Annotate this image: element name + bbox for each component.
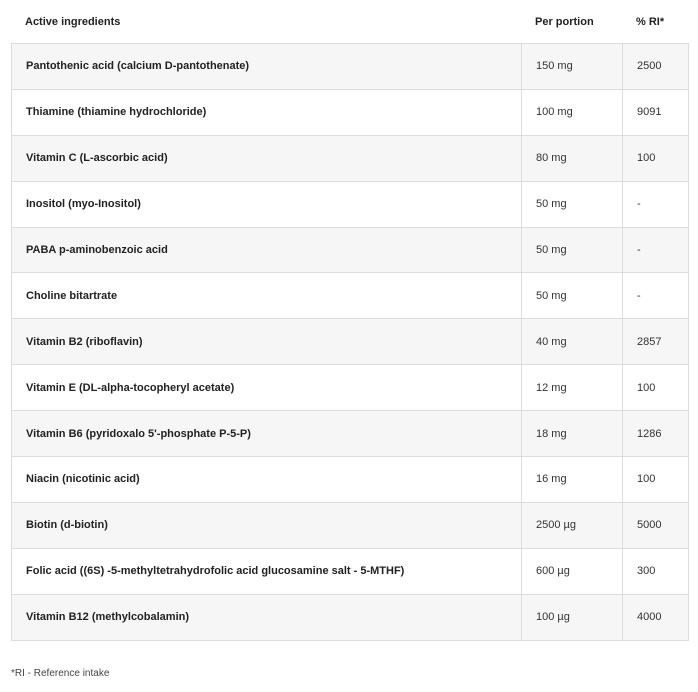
ri-percent: 300	[623, 548, 689, 594]
ri-percent: 5000	[623, 502, 689, 548]
table-row	[12, 411, 689, 457]
portion-amount: 150 mg	[522, 44, 623, 90]
ri-percent: -	[623, 273, 689, 319]
table-row	[12, 319, 689, 365]
ingredient-name: PABA p-aminobenzoic acid	[12, 227, 522, 273]
footnote: *RI - Reference intake	[11, 668, 110, 679]
header-ri: % RI*	[636, 15, 665, 28]
ri-percent: -	[623, 227, 689, 273]
ingredients-table-container	[11, 0, 688, 641]
header-portion: Per portion	[535, 15, 594, 28]
ingredient-name: Vitamin B2 (riboflavin)	[12, 319, 522, 365]
ingredient-name: Vitamin B6 (pyridoxalo 5'-phosphate P-5-P)	[12, 411, 522, 457]
portion-amount: 50 mg	[522, 273, 623, 319]
table-row	[12, 135, 689, 181]
ri-percent: 9091	[623, 89, 689, 135]
ingredient-name: Vitamin B12 (methylcobalamin)	[12, 594, 522, 640]
ingredient-name: Choline bitartrate	[12, 273, 522, 319]
table-row	[12, 457, 689, 503]
table-row	[12, 181, 689, 227]
ingredient-name: Inositol (myo-Inositol)	[12, 181, 522, 227]
ri-percent: 2500	[623, 44, 689, 90]
portion-amount: 100 mg	[522, 89, 623, 135]
portion-amount: 16 mg	[522, 457, 623, 503]
ingredient-name: Niacin (nicotinic acid)	[12, 457, 522, 503]
ri-percent: 4000	[623, 594, 689, 640]
portion-amount: 18 mg	[522, 411, 623, 457]
ri-percent: 1286	[623, 411, 689, 457]
portion-amount: 50 mg	[522, 227, 623, 273]
portion-amount: 40 mg	[522, 319, 623, 365]
ingredient-name: Vitamin E (DL-alpha-tocopheryl acetate)	[12, 365, 522, 411]
ingredient-name: Folic acid ((6S) -5-methyltetrahydrofolic acid glucosamine salt - 5-MTHF)	[12, 548, 522, 594]
portion-amount: 12 mg	[522, 365, 623, 411]
portion-amount: 600 µg	[522, 548, 623, 594]
table-header	[11, 0, 688, 43]
table-row	[12, 502, 689, 548]
ri-percent: -	[623, 181, 689, 227]
table-row	[12, 227, 689, 273]
portion-amount: 100 µg	[522, 594, 623, 640]
ingredients-table	[11, 43, 689, 641]
ri-percent: 100	[623, 457, 689, 503]
table-row	[12, 594, 689, 640]
table-row	[12, 89, 689, 135]
table-row	[12, 44, 689, 90]
table-row	[12, 365, 689, 411]
ingredient-name: Biotin (d-biotin)	[12, 502, 522, 548]
ingredient-name: Vitamin C (L-ascorbic acid)	[12, 135, 522, 181]
table-row	[12, 273, 689, 319]
portion-amount: 80 mg	[522, 135, 623, 181]
portion-amount: 50 mg	[522, 181, 623, 227]
ri-percent: 2857	[623, 319, 689, 365]
header-ingredient: Active ingredients	[25, 15, 121, 28]
ingredient-name: Pantothenic acid (calcium D-pantothenate)	[12, 44, 522, 90]
portion-amount: 2500 µg	[522, 502, 623, 548]
ri-percent: 100	[623, 365, 689, 411]
ri-percent: 100	[623, 135, 689, 181]
ingredient-name: Thiamine (thiamine hydrochloride)	[12, 89, 522, 135]
table-row	[12, 548, 689, 594]
